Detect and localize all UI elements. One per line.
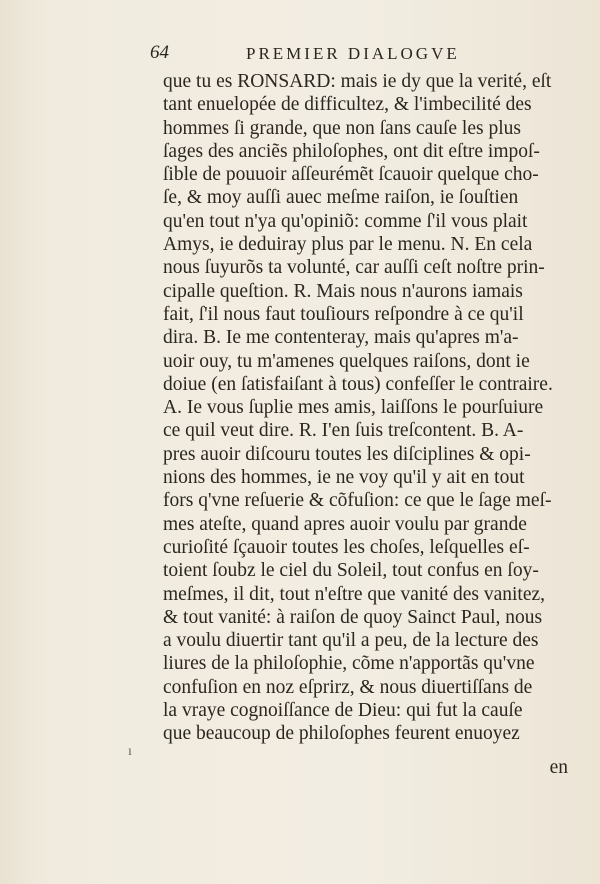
- text-line: que tu es RONSARD: mais ie dy que la verité, eſt: [163, 71, 552, 92]
- text-line: Amys, ie deduiray plus par le menu. N. En cela: [163, 234, 533, 256]
- catchword: en: [549, 757, 568, 778]
- text-line: qu'en tout n'ya qu'opiniõ: comme ſ'il vous plait: [163, 210, 528, 232]
- text-line: toient ſoubz le ciel du Soleil, tout confus en ſoy-: [163, 560, 539, 582]
- text-line: dira. B. Ie me contenteray, mais qu'apres m'a-: [163, 327, 519, 349]
- text-line: nions des hommes, ie ne voy qu'il y ait en tout: [163, 467, 525, 489]
- page-number: 64: [150, 42, 169, 63]
- text-line: cipalle queſtion. R. Mais nous n'aurons iamais: [163, 280, 523, 302]
- text-line: meſmes, il dit, tout n'eſtre que vanité des vanitez,: [163, 583, 546, 605]
- text-line: nous ſuyurõs ta volunté, car auſſi ceſt noſtre prin-: [163, 257, 545, 279]
- text-line: ce quil veut dire. R. I'en ſuis treſcontent. B. A-: [163, 420, 524, 442]
- margin-mark: ı: [128, 744, 132, 759]
- page-header: [150, 42, 570, 68]
- text-line: mes ateſte, quand apres auoir voulu par grande: [163, 513, 527, 535]
- body-text: [163, 70, 568, 746]
- running-title: PREMIER DIALOGVE: [246, 44, 460, 63]
- text-line: confuſion en noz eſprirz, & nous diuertiſſans de: [163, 676, 533, 698]
- text-line: uoir ouy, tu m'amenes quelques raiſons, dont ie: [163, 350, 530, 372]
- text-line: liures de la philoſophie, cõme n'apportãs qu'vne: [163, 653, 535, 675]
- text-line: a voulu diuertir tant qu'il a peu, de la lecture des: [163, 630, 539, 652]
- text-line: A. Ie vous ſuplie mes amis, laiſſons le pourſuiure: [163, 397, 544, 419]
- text-line: hommes ſi grande, que non ſans cauſe les plus: [163, 117, 521, 139]
- text-line: ſe, & moy auſſi auec meſme raiſon, ie ſouſtien: [163, 187, 519, 209]
- text-line: fors q'vne reſuerie & cõfuſion: ce que le ſage meſ-: [163, 490, 552, 512]
- text-line: & tout vanité: à raiſon de quoy Sainct Paul, nous: [163, 606, 543, 628]
- text-line: curioſité ſçauoir toutes les choſes, leſquelles eſ-: [163, 536, 530, 558]
- text-line: pres auoir diſcouru toutes les diſciplines & opi-: [163, 443, 531, 465]
- text-line: que beaucoup de philoſophes feurent enuoyez: [163, 723, 520, 745]
- text-line: fait, ſ'il nous faut touſiours reſpondre à ce qu'il: [163, 303, 524, 325]
- text-line: doiue (en ſatisfaiſant à tous) confeſſer le contraire.: [163, 373, 553, 395]
- text-line: ſages des anciẽs philoſophes, ont dit eſtre impoſ-: [163, 140, 540, 162]
- text-line: ſible de pouuoir aſſeurémẽt ſcauoir quelque cho-: [163, 164, 539, 186]
- text-line: tant enuelopée de difficultez, & l'imbecilité des: [163, 94, 532, 116]
- text-line: la vraye cognoiſſance de Dieu: qui fut la cauſe: [163, 700, 523, 722]
